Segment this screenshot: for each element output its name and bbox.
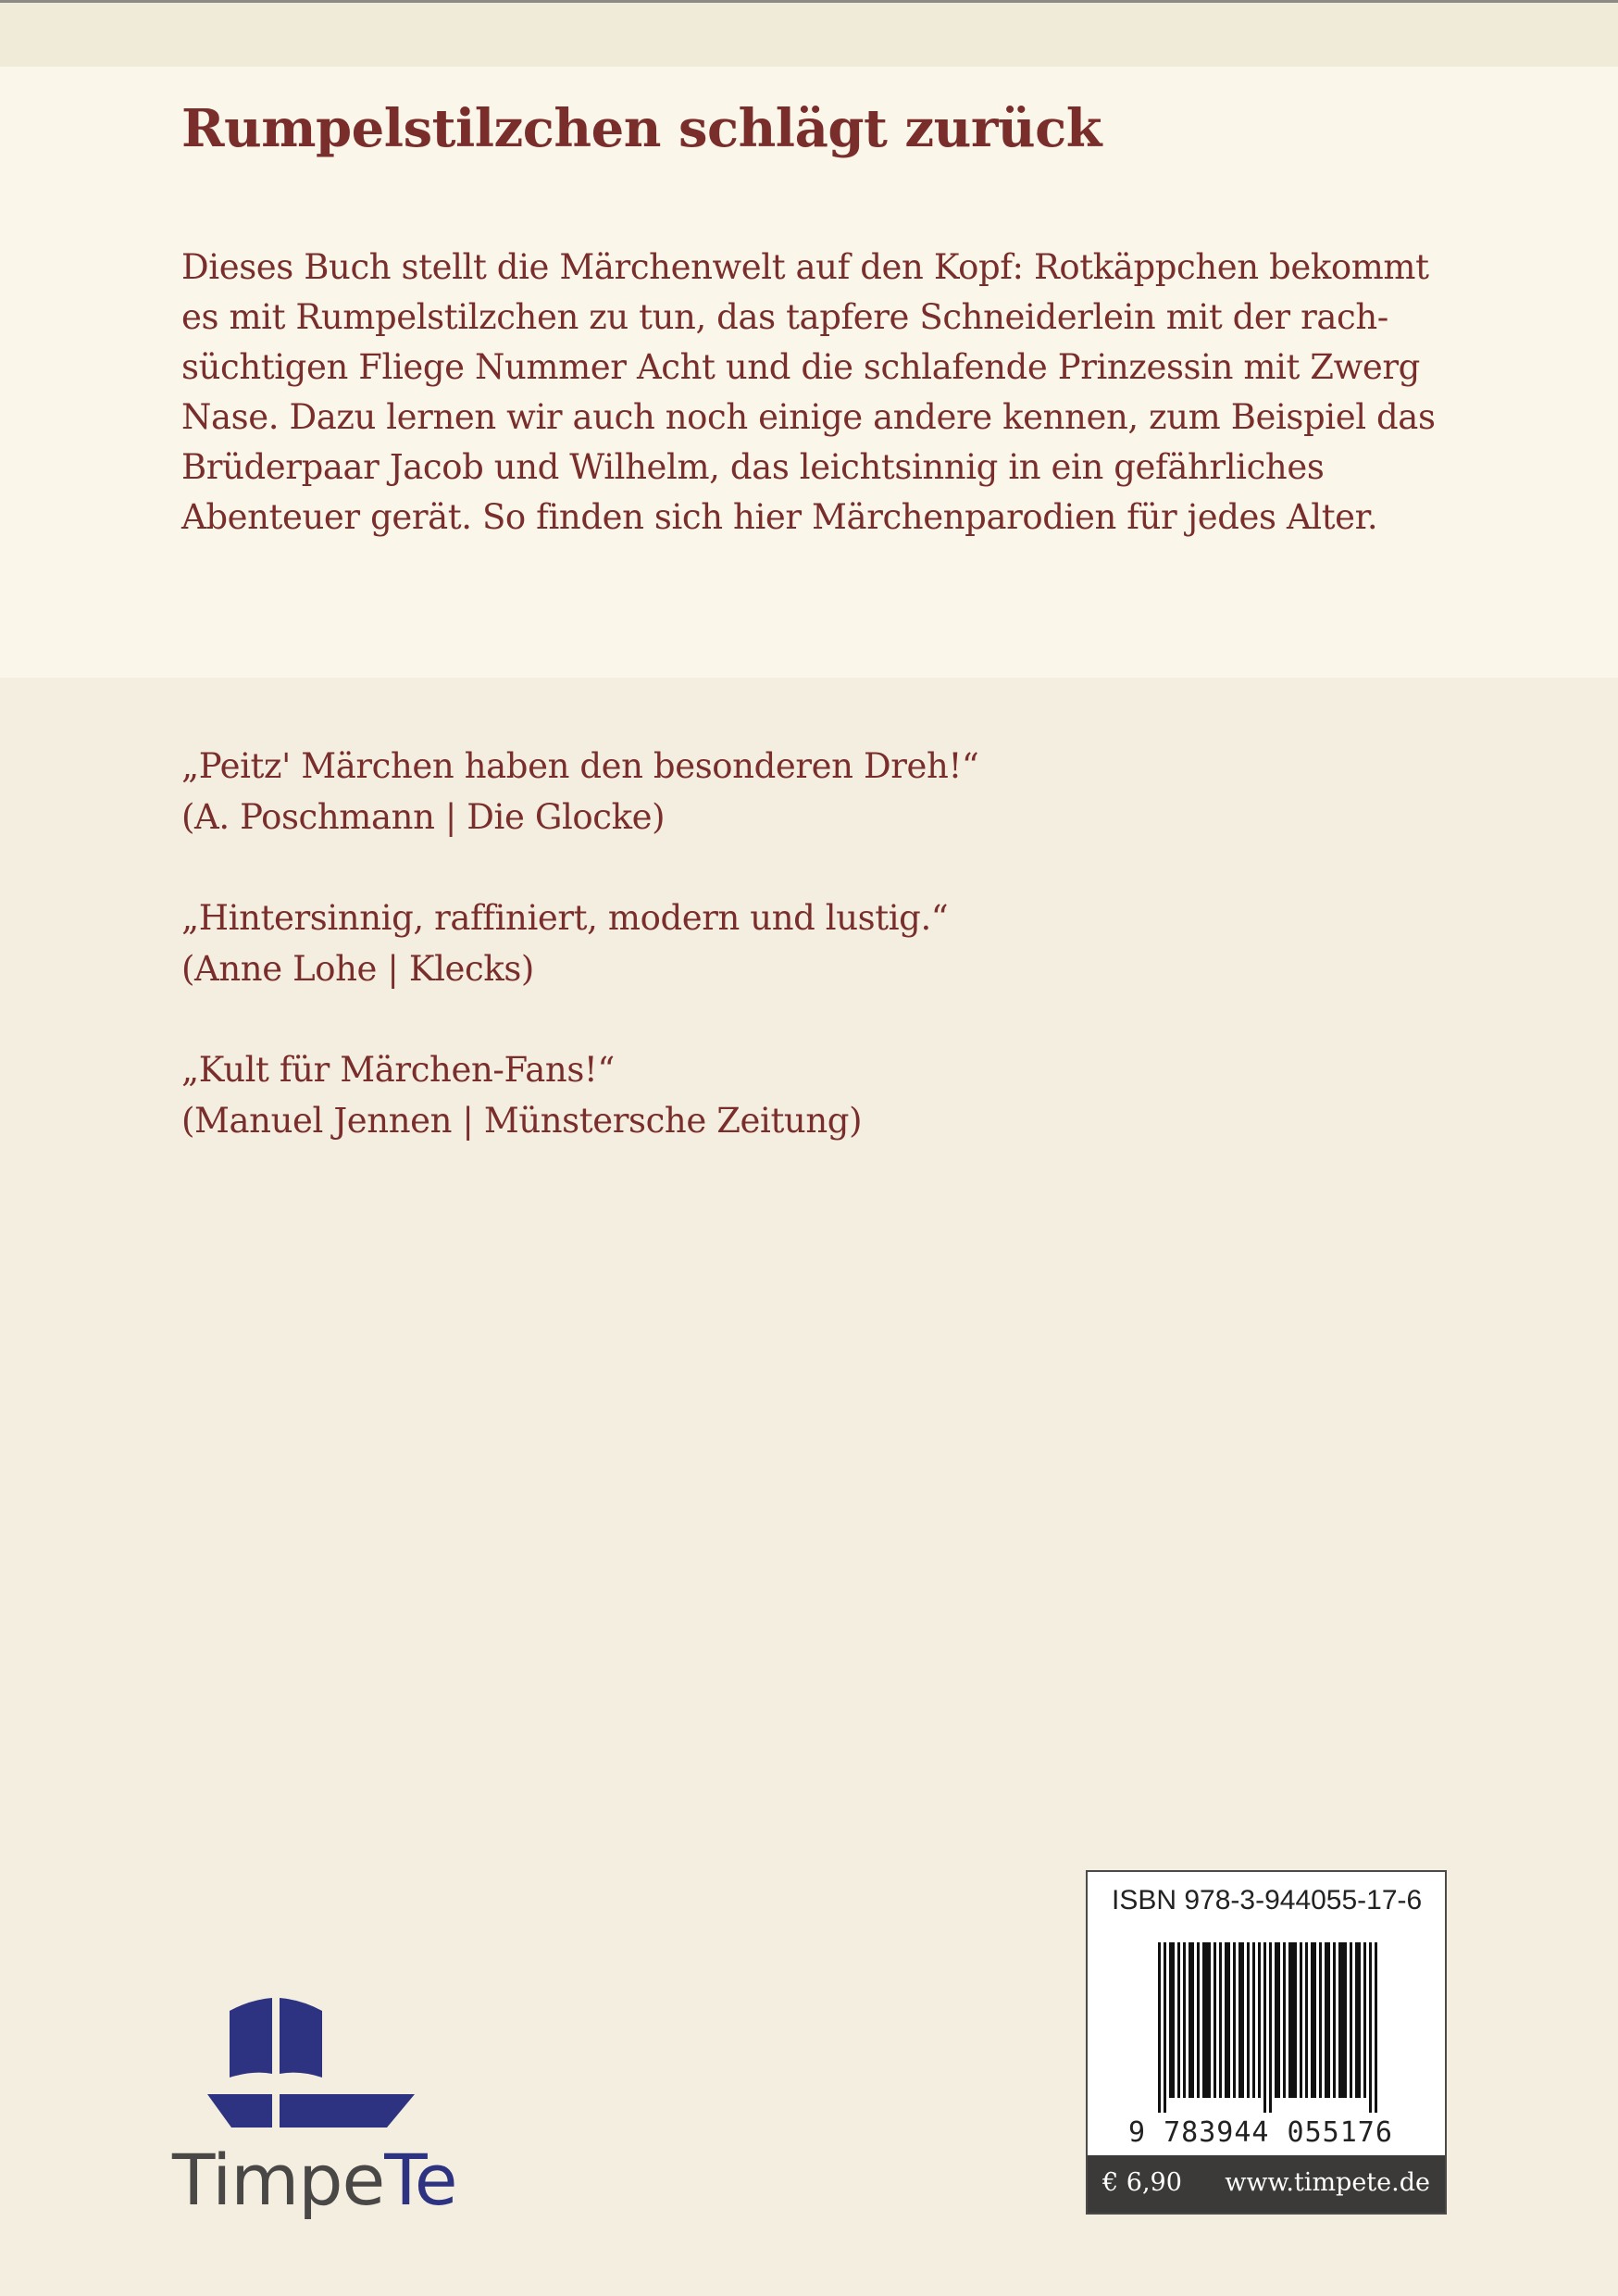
review-quotes [181,741,1385,1196]
top-strip [0,0,1618,67]
barcode-digits: 9 783944 055176 [1128,2116,1393,2149]
top-edge [0,0,1618,3]
blurb-line: Nase. Dazu lernen wir auch noch einige andere kennen, zum Beispiel das [181,397,1436,437]
isbn-label: ISBN 978-3-944055-17-6 [1112,1885,1423,1915]
blurb-line: Brüderpaar Jacob und Wilhelm, das leichtsinnig in ein gefährliches [181,447,1325,487]
price: € 6,90 [1102,2168,1182,2197]
publisher-name-part1: Timpe [172,2139,385,2221]
blurb-text [181,243,1477,543]
review-quote [181,741,1385,842]
book-ship-icon [172,1990,431,2139]
quote-source: (A. Poschmann | Die Glocke) [181,797,666,837]
website-link[interactable]: www.timpete.de [1225,2168,1430,2197]
publisher-logo [172,1990,468,2240]
book-title: Rumpelstilzchen schlägt zurück [181,98,1102,159]
isbn-box [1086,1870,1447,2215]
blurb-line: Abenteuer gerät. So finden sich hier Märchenparodien für jedes Alter. [181,497,1378,537]
quote-text: „Peitz' Märchen haben den besonderen Dreh!“ [181,746,979,786]
quote-source: (Manuel Jennen | Münstersche Zeitung) [181,1101,863,1141]
blurb-line: es mit Rumpelstilzchen zu tun, das tapfere Schneiderlein mit der rach- [181,297,1388,337]
quote-source: (Anne Lohe | Klecks) [181,949,534,989]
quote-text: „Hintersinnig, raffiniert, modern und lustig.“ [181,898,949,938]
review-quote [181,1044,1385,1146]
blurb-line: Dieses Buch stellt die Märchenwelt auf den Kopf: Rotkäppchen bekommt [181,247,1429,287]
review-quote [181,892,1385,994]
barcode-icon [1158,1942,1380,2113]
publisher-name-part2: Te [384,2139,457,2221]
quote-text: „Kult für Märchen-Fans!“ [181,1050,615,1090]
blurb-line: süchtigen Fliege Nummer Acht und die schlafende Prinzessin mit Zwerg [181,347,1420,387]
price-bar [1088,2155,1445,2213]
publisher-name [172,2139,457,2221]
